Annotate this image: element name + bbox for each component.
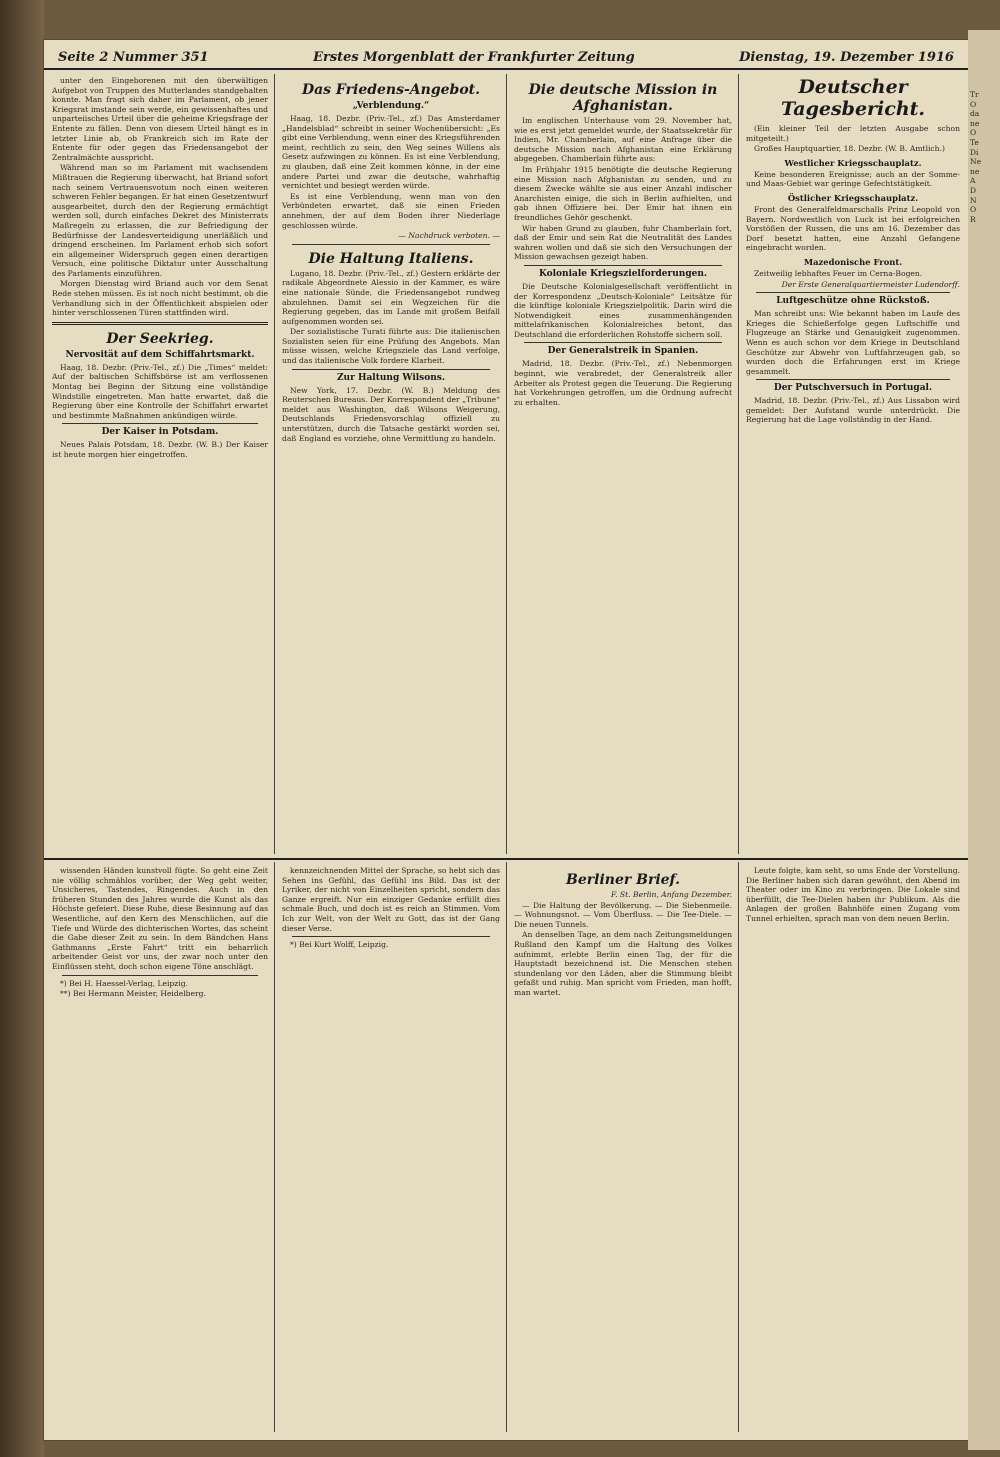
signature: Der Erste Generalquartiermeister Ludendorff. [781,279,960,289]
article-text: wissenden Händen kunstvoll fügte. So geht eine Zeit nie völlig schmählos vorüber, der Weg geht weiter, Unsicheres, Tastendes, Ringendes. Auch in den früheren Stunden des Jahres wurde die Kunst als das Höchste gefeiert. Diese Ruhe, diese Besinnung auf das Wesentliche, auf den Kern des Menschlichen, auf die Tiefe und Würde des dichterischen Wortes, das scheint die Gabe dieser Zeit zu sein. In dem Bändchen Hans Gathmanns „Erste Fahrt“ tritt ein beharrlich arbeitender Geist vor uns, der zwar noch unter den Einflüssen steht, doch schon eigene Töne anschlägt. [52,866,268,971]
article-text: Lugano, 18. Dezbr. (Priv.-Tel., zf.) Gestern erklärte der radikale Abgeordnete Alessio in der Kammer, es wäre eine nationale Sünde, die Friedensangebot rundweg abzulehnen. Damit sei ein Wegzeichen für die Regierung gegeben, das im Lande mit großem Beifall aufgenommen worden sei. [282,268,500,326]
newspaper-page [44,40,968,1440]
article-heading: Der Putschversuch in Portugal. [773,383,933,394]
article-heading: Der Generalstreik in Spanien. [547,346,699,357]
masthead [44,40,968,70]
feuilleton-rule [44,858,968,860]
article-text: Es ist eine Verblendung, wenn man von den Verbündeten erwartet, daß sie einen Frieden annehmen, der auf dem Boden ihrer Niederlage geschlossen würde. [282,191,500,230]
column-1 [52,76,268,854]
article-text: Haag, 18. Dezbr. (Priv.-Tel., zf.) Das Amsterdamer „Handelsblad“ schreibt in seiner Wochenübersicht: „Es gibt eine Verblendung, wenn einer des Kriegsführenden meint, rechtlich zu sein, den Weg seines Willens als Gesetz aufzwingen zu können. Es ist eine Verblendung, zu glauben, daß eine Zeit kommen könne, in der eine andere Partei und zwar die deutsche, wahrhaftig vernichtet und besiegt werden würde. [282,114,500,191]
article-text: New York, 17. Dezbr. (W. B.) Meldung des Reuterschen Bureaus. Der Korrespondent der „Tribune“ meldet aus Washington, daß Wilsons Weigerung, Deutschlands Friedensvorschlag offiziell zu unterstützen, durch die Tatsache gestärkt worden sei, daß England es vorziehe, ohne Vermittlung zu handeln. [282,385,500,443]
article-subheading: Westlicher Kriegsschauplatz. [784,157,922,168]
footnote: *) Bei H. Haessel-Verlag, Leipzig. [60,978,188,988]
article-text: Madrid, 18. Dezbr. (Priv.-Tel., zf.) Nebenmorgen beginnt, wie verabredet, der Generalstreik aller Arbeiter als Protest gegen die Teuerung. Die Regierung hat Vorkehrungen getroffen, um die Ordnung aufrecht zu erhalten. [514,359,732,407]
article-heading: Der Kaiser in Potsdam. [101,427,219,438]
article-text: Madrid, 18. Dezbr. (Priv.-Tel., zf.) Aus Lissabon wird gemeldet: Der Aufstand wurde unterdrückt. Die Regierung hat die Lage vollständig in der Hand. [746,396,960,425]
column-rule [274,74,275,854]
column-4 [746,76,960,854]
scan-margin [0,0,44,1457]
column-rule [738,74,739,854]
divider [292,244,490,245]
divider [756,292,950,293]
article-subtitle: — Die Haltung der Bevölkerung. — Die Siebenmeile. — Wohnungsnot. — Vom Überfluss. — Die Tee-Diele. — Die neuen Tunnels. [514,900,732,929]
article-text: Im Frühjahr 1915 benötigte die deutsche Regierung eine Mission nach Afghanistan zu senden, und zu diesem Zwecke wählte sie aus einer Anzahl indischer Anarchisten einige, die sich in Berlin aufhielten, und gab ihnen Offiziere bei. Der Emir hat ihnen ein freundliches Gehör geschenkt. [514,164,732,222]
article-text: Keine besonderen Ereignisse; auch an der Somme- und Maas-Gebiet war geringe Gefechtstätigkeit. [746,169,960,189]
article-note: (Ein kleiner Teil der letzten Ausgabe schon mitgeteilt.) [746,124,960,143]
article-text: Man schreibt uns: Wie bekannt haben im Laufe des Krieges die Schießerfolge gegen Luftschiffe und Flugzeuge an Stärke und Genauigkeit zugenommen. Wenn es auch schon vor dem Kriege in Deutschland Geschütze zur Abwehr von Luftfahrzeugen gab, so wurden doch die Erfahrungen erst im Kriege gesammelt. [746,309,960,376]
article-note: — Nachdruck verboten. — [398,231,500,241]
footnote: *) Bei Kurt Wolff, Leipzig. [290,940,389,950]
page-number: Seite 2 Nummer 351 [58,50,209,65]
column-rule [506,862,507,1432]
article-text: kennzeichnenden Mittel der Sprache, so hebt sich das Sehen ins Gefühl, das Gefühl ins Bild. Das ist der Lyriker, der nicht von Einzelheiten spricht, sondern das Ganze ergreift. Nur ein einziger Gedanke erfüllt dies schmale Buch, und doch ist es reich an Stimmen. Vom Ich zur Welt, von der Welt zu Gott, das ist der Gang dieser Verse. [282,866,500,933]
article-heading: Nervosität auf dem Schiffahrtsmarkt. [65,349,255,360]
column-3 [514,76,732,854]
article-heading: Luftgeschütze ohne Rückstoß. [776,296,930,307]
divider [524,265,722,266]
article-subheading: „Verblendung.“ [352,101,430,111]
divider [292,369,490,370]
feuilleton-column-2 [282,866,500,1432]
footnote: **) Bei Hermann Meister, Heidelberg. [60,989,206,999]
article-heading: Koloniale Kriegszielforderungen. [538,268,708,279]
article-text: Der sozialistische Turati führte aus: Die italienischen Sozialisten seien für eine Prüfung des Angebots. Man müsse wissen, welche Kriegsziele das Land verfolge, und das italienische Volk fordere Klarheit. [282,327,500,366]
column-rule [506,74,507,854]
article-text: Zeitweilig lebhaftes Feuer im Cerna-Bogen. [754,268,923,278]
divider [52,322,268,325]
section-heading: Deutscher Tagesbericht. [780,76,926,120]
article-text: Neues Palais Potsdam, 18. Dezbr. (W. B.) Der Kaiser ist heute morgen hier eingetroffen. [52,440,268,459]
column-2 [282,76,500,854]
divider [62,423,258,424]
article-text: unter den Eingeborenen mit den überwältigen Aufgebot von Truppen des Mutterlandes standgehalten konnte. Man fragt sich daher im Parlament, ob jener Kriegsrat imstande sein werde, ein gewissenhaftes und unparteiisches Urteil über die geheime Kriegsfrage der Entente zu fällen. Denn von diesem Urteil hängt es in letzter Linie ab, ob Frankreich sich im Rate der Entente für oder gegen das Friedensangebot der Zentralmächte ausspricht. [52,76,268,162]
feuilleton-column-4 [746,866,960,1432]
divider [62,975,258,976]
article-text: Haag, 18. Dezbr. (Priv.-Tel., zf.) Die „Times“ meldet: Auf der baltischen Schiffsbörse ist am verflossenen Montag bei Beginn der Sitzung eine vollständige Windstille eingetreten. Man hatte erwartet, daß die Regierung über eine Kontrolle der Schiffahrt erwartet und bestimmte Maßnahmen ankündigen würde. [52,362,268,420]
article-subheading: Mazedonische Front. [803,256,903,267]
section-heading: Die Haltung Italiens. [308,250,474,267]
column-rule [274,862,275,1432]
byline: F. St. Berlin, Anfang Dezember. [611,890,732,899]
article-text: Die Deutsche Kolonialgesellschaft veröffentlicht in der Korrespondenz „Deutsch-Koloniale“ Leitsätze für die künftige koloniale Kriegszielpolitik. Darin wird die Notwendigkeit eines zusammenhängenden mittelafrikanischen Kolonialreiches betont, das Deutschland die erforderlichen Rohstoffe sichern soll. [514,281,732,339]
edition-title: Erstes Morgenblatt der Frankfurter Zeitung [313,50,635,65]
feuilleton-column-3 [514,866,732,1432]
adjacent-page-text: Tr O da ne O Te Di Ne ne A D N O R [970,90,982,224]
article-text: Front des Generalfeldmarschalls Prinz Leopold von Bayern. Nordwestlich von Luck ist bei erfolgreichen Vorstößen der Russen, die uns am 16. Dezember das Dorf besetzt hatten, eine Anzahl Gefangene eingebracht worden. [746,204,960,253]
feuilleton-heading: Berliner Brief. [566,872,680,888]
article-text: An denselben Tage, an dem nach Zeitungsmeldungen Rußland den Kampf um die Haltung des Volkes aufnimmt, erlebte Berlin einen Tag, der für die Hauptstadt bezeichnend ist. Die Menschen stehen stundenlang vor den Läden, aber die Stimmung bleibt gefaßt und ruhig. Man spricht vom Frieden, man hofft, man wartet. [514,930,732,997]
adjacent-page-edge [968,30,1000,1450]
section-heading: Die deutsche Mission in Afghanistan. [528,82,718,114]
column-rule [738,862,739,1432]
article-text: Großes Hauptquartier, 18. Dezbr. (W. B. Amtlich.) [754,144,945,154]
issue-date: Dienstag, 19. Dezember 1916 [739,50,954,65]
article-heading: Zur Haltung Wilsons. [336,372,445,383]
article-text: Leute folgte, kam seht, so ums Ende der Vorstellung. Die Berliner haben sich daran gewöhnt, den Abend im Theater oder im Kino zu verbringen. Die Lokale sind überfüllt, die Tee-Dielen haben ihr Publikum. Als die Anlagen der großen Bahnhöfe einen Zugang vom Tunnel erhielten, sprach man von dem neuen Berlin. [746,866,960,923]
article-subheading: Östlicher Kriegsschauplatz. [787,192,919,203]
section-heading: Der Seekrieg. [106,330,214,347]
divider [524,342,722,343]
article-text: Während man so im Parlament mit wachsendem Mißtrauen die Regierung überwacht, hat Briand sofort nach seinem Vertrauensvotum noch einen weiteren schweren Fehler begangen. Er hat einen Gesetzentwurf ausgearbeitet, durch den der Regierung ermächtigt werden soll, durch einfaches Dekret des Ministerrats Maßregeln zu erlassen, die zur Befriedigung der Bedürfnisse der Landesverteidigung unerläßlich und dringend erscheinen. Im Parlament erhob sich sofort ein allgemeiner Widerspruch gegen einen derartigen Versuch, eine politische Diktatur unter Ausschaltung des Parlaments einzuführen. [52,163,268,278]
section-heading: Das Friedens-Angebot. [301,82,481,98]
article-text: Im englischen Unterhause vom 29. November hat, wie es erst jetzt gemeldet wurde, der Staatssekretär für Indien, Mr. Chamberlain, auf eine Anfrage über die deutsche Mission nach Afghanistan eine Erklärung abgegeben. Chamberlain führte aus: [514,116,732,164]
article-text: Morgen Dienstag wird Briand auch vor dem Senat Rede stehen müssen. Es ist noch nicht bestimmt, ob die Verhandlung sich in der Öffentlichkeit abspielen oder hinter verschlossenen Türen stattfinden wird. [52,279,268,318]
article-text: Wir haben Grund zu glauben, fuhr Chamberlain fort, daß der Emir und sein Rat die Neutralität des Landes wahren wollen und daß sie sich den Versuchungen der Mission gewachsen gezeigt haben. [514,223,732,262]
divider [292,936,490,937]
feuilleton-column-1 [52,866,268,1432]
divider [756,379,950,380]
